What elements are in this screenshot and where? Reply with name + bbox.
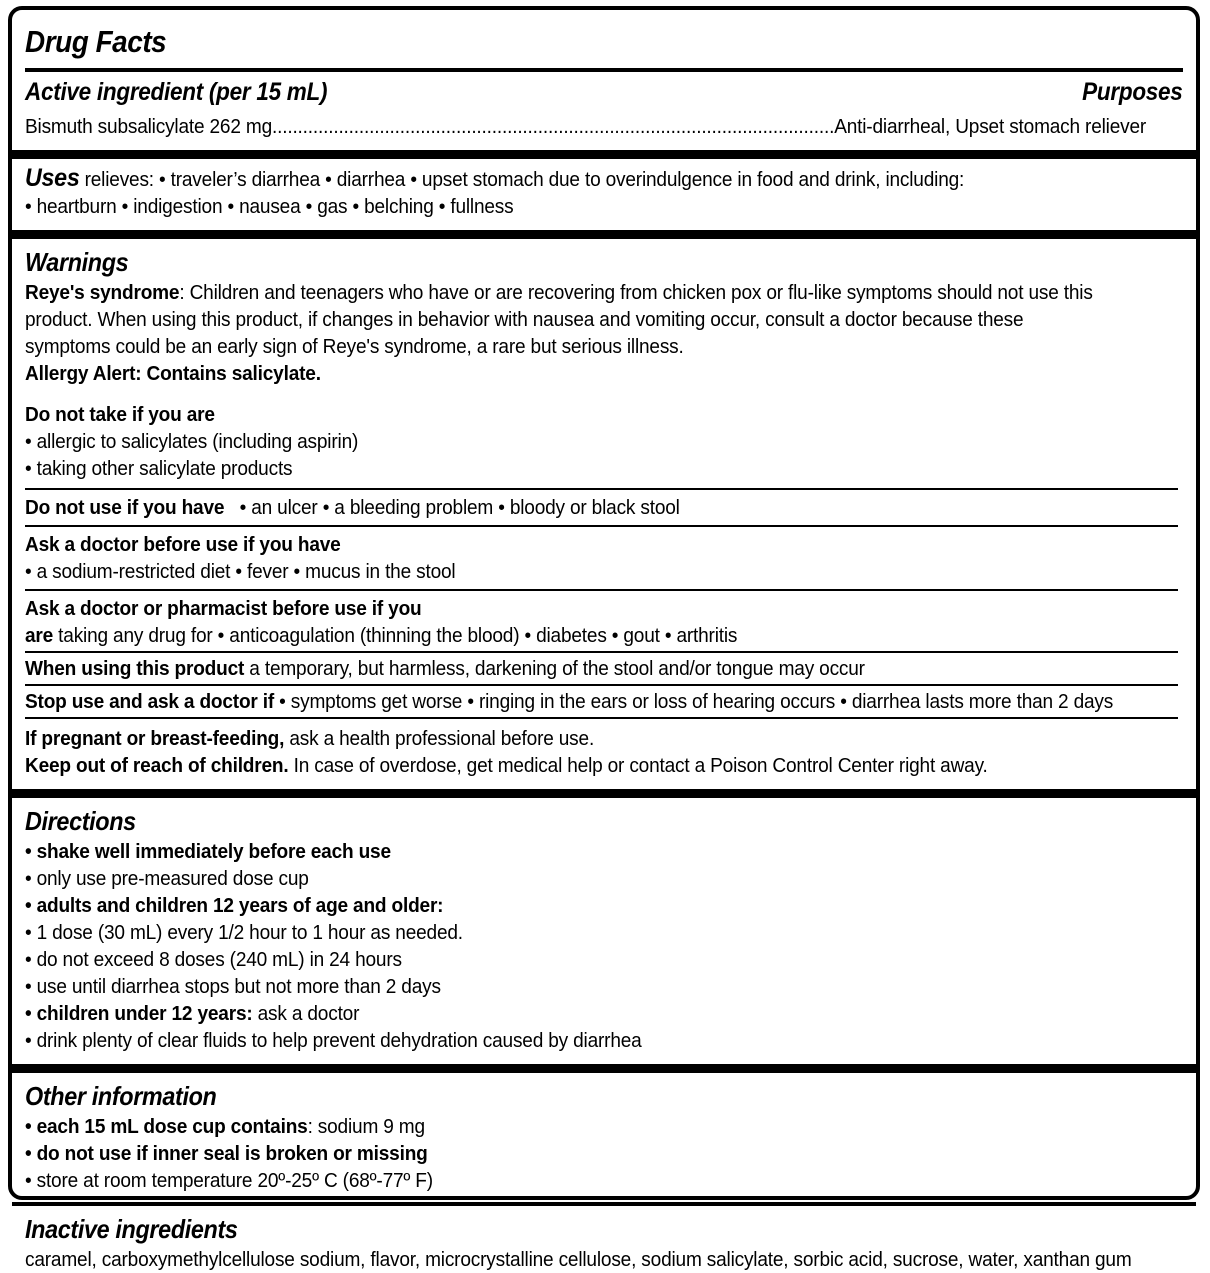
ask-pharmacist-row [25, 622, 1102, 649]
directions-section [12, 798, 1196, 1064]
directions-item-rest: • only use pre-measured dose cup [25, 867, 309, 890]
purposes-heading: Purposes [1082, 78, 1183, 106]
directions-item-bold: • adults and children 12 years of age and older: [25, 894, 444, 917]
inactive-ingredients-section [12, 1206, 1196, 1273]
uses-line-1 [25, 165, 1102, 193]
drug-facts-panel [8, 6, 1200, 1271]
directions-item-rest: • do not exceed 8 doses (240 mL) in 24 hours [25, 948, 402, 971]
pregnant-heading: If pregnant or breast-feeding, [25, 727, 285, 750]
other-info-item [25, 1140, 1102, 1167]
pregnant-keepout-block [12, 719, 1196, 789]
do-not-take-bullet-2: • taking other salicylate products [25, 457, 293, 480]
reye-syndrome-label: Reye's syndrome [25, 281, 180, 304]
active-ingredient-heading: Active ingredient (per 15 mL) [25, 78, 328, 106]
other-info-item [25, 1167, 1102, 1194]
stop-use-block [12, 686, 1196, 717]
ask-pharmacist-block [12, 591, 1196, 651]
stop-use-row [25, 688, 1114, 715]
active-ingredient-name: Bismuth subsalicylate 262 mg [25, 115, 273, 138]
directions-item-rest: ask a doctor [252, 1002, 360, 1025]
section-divider-other-info [12, 1064, 1196, 1073]
keep-out-body: In case of overdose, get medical help or contact a Poison Control Center right away. [288, 754, 988, 777]
page-title: Drug Facts [25, 24, 167, 59]
pregnant-row [25, 725, 1102, 752]
directions-item [25, 1000, 1102, 1027]
stop-use-heading: Stop use and ask a doctor if [25, 690, 275, 713]
keep-out-heading: Keep out of reach of children. [25, 754, 289, 777]
ask-doctor-heading: Ask a doctor before use if you have [25, 533, 341, 556]
pregnant-body: ask a health professional before use. [284, 727, 595, 750]
do-not-take-heading: Do not take if you are [25, 403, 215, 426]
when-using-row [25, 655, 1102, 682]
directions-heading: Directions [25, 806, 136, 836]
title-block [12, 10, 1196, 68]
active-ingredient-section [12, 72, 1196, 150]
ask-doctor-block [12, 527, 1196, 589]
other-info-item-bold: • do not use if inner seal is broken or missing [25, 1142, 428, 1165]
warnings-section [12, 239, 1196, 488]
other-info-item-rest: • store at room temperature 20º-25º C (68º-77º F) [25, 1169, 433, 1192]
ask-pharmacist-body-bold: are [25, 624, 54, 647]
do-not-use-block [12, 490, 1196, 525]
other-info-item [25, 1113, 1102, 1140]
keep-out-row [25, 752, 1102, 779]
ask-doctor-body: • a sodium-restricted diet • fever • mucus in the stool [25, 560, 456, 583]
other-information-section [12, 1073, 1196, 1202]
allergy-alert: Allergy Alert: Contains salicylate. [25, 362, 321, 385]
other-information-heading: Other information [25, 1081, 217, 1111]
directions-item-rest: • drink plenty of clear fluids to help prevent dehydration caused by diarrhea [25, 1029, 642, 1052]
directions-item [25, 838, 1102, 865]
warnings-heading: Warnings [25, 247, 129, 277]
uses-heading: Uses [25, 164, 80, 192]
other-info-item-bold: • each 15 mL dose cup contains [25, 1115, 308, 1138]
active-ingredient-headings [25, 76, 1183, 109]
ask-pharmacist-body: taking any drug for • anticoagulation (thinning the blood) • diabetes • gout • arthritis [53, 624, 738, 647]
do-not-take-bullet-1: • allergic to salicylates (including aspirin) [25, 430, 359, 453]
directions-item-rest: • 1 dose (30 mL) every 1/2 hour to 1 hour as needed. [25, 921, 463, 944]
do-not-use-body: • an ulcer • a bleeding problem • bloody or black stool [239, 496, 680, 519]
active-ingredient-row [25, 113, 1147, 140]
do-not-use-heading: Do not use if you have [25, 496, 225, 519]
directions-item [25, 973, 1102, 1000]
directions-item-bold: • children under 12 years: [25, 1002, 253, 1025]
when-using-block [12, 653, 1196, 684]
directions-item-bold: • shake well immediately before each use [25, 840, 391, 863]
stop-use-body: • symptoms get worse • ringing in the ears or loss of hearing occurs • diarrhea lasts more than 2 days [274, 690, 1114, 713]
section-divider-uses [12, 150, 1196, 159]
dot-leader: .............................................................................................................. [272, 115, 835, 138]
directions-item [25, 865, 1102, 892]
uses-line-2: • heartburn • indigestion • nausea • gas • belching • fullness [25, 195, 514, 218]
section-divider-warnings [12, 230, 1196, 239]
uses-section [12, 159, 1196, 230]
reye-syndrome-body: : Children and teenagers who have or are recovering from chicken pox or flu-like symptoms should not use this product. When using this product, if changes in behavior with nausea and vomiting occur, consult a doctor because these symptoms could be an early sign of Reye's syndrome, a rare but serious illness. [25, 281, 1093, 358]
directions-item-rest: • use until diarrhea stops but not more than 2 days [25, 975, 441, 998]
directions-item [25, 892, 1102, 919]
when-using-heading: When using this product [25, 657, 245, 680]
active-ingredient-purpose: Anti-diarrheal, Upset stomach reliever [834, 115, 1147, 138]
reye-syndrome-paragraph [25, 279, 1102, 360]
inactive-ingredients-body: caramel, carboxymethylcellulose sodium, flavor, microcrystalline cellulose, sodium salicylate, sorbic acid, sucrose, water, xanthan gum [25, 1248, 1132, 1271]
inactive-ingredients-heading: Inactive ingredients [25, 1214, 238, 1244]
ask-pharmacist-heading: Ask a doctor or pharmacist before use if you [25, 597, 422, 620]
directions-item [25, 946, 1102, 973]
uses-text-1: relieves: • traveler’s diarrhea • diarrhea • upset stomach due to overindulgence in food and drink, including: [84, 168, 965, 191]
when-using-body: a temporary, but harmless, darkening of the stool and/or tongue may occur [244, 657, 865, 680]
other-info-item-rest: : sodium 9 mg [307, 1115, 425, 1138]
directions-item [25, 919, 1102, 946]
directions-item [25, 1027, 1102, 1054]
do-not-use-row [25, 494, 1102, 521]
section-divider-directions [12, 789, 1196, 798]
